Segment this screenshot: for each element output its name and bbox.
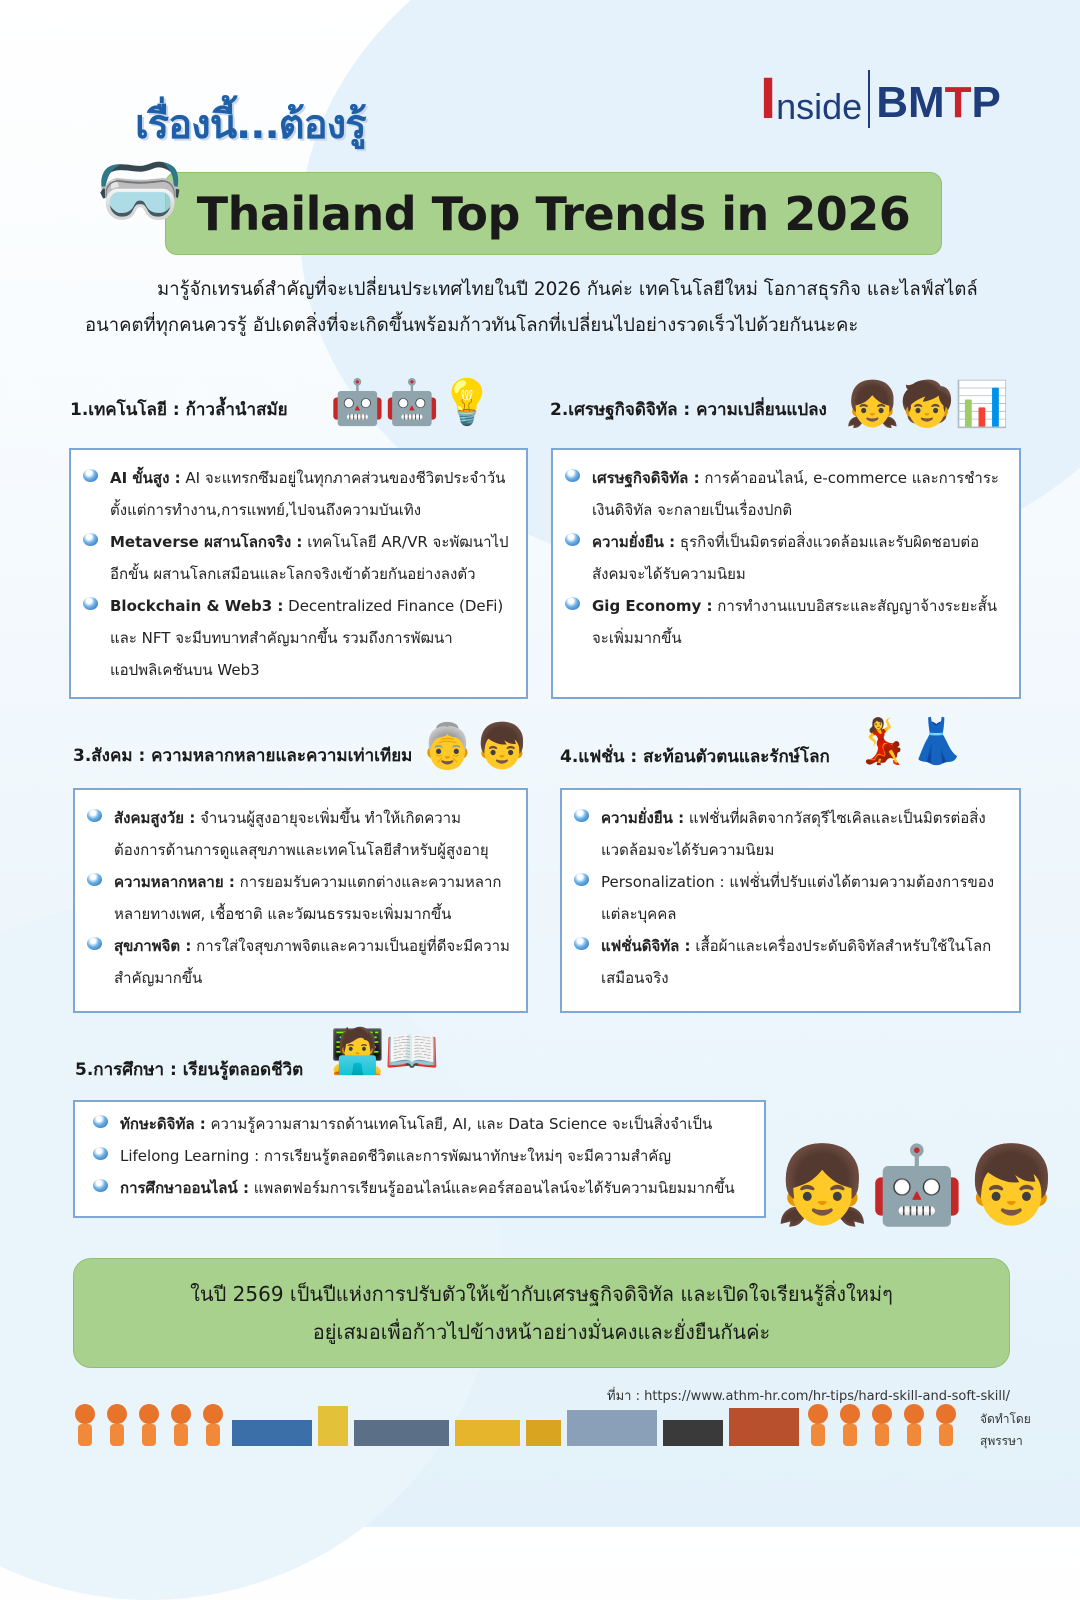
worker-icon: [933, 1404, 959, 1446]
item-term: AI ขั้นสูง :: [110, 469, 181, 487]
globe-bullet-icon: [574, 873, 589, 886]
section-2-title: 2.เศรษฐกิจดิจิทัล : ความเปลี่ยนแปลง: [550, 400, 827, 420]
list-item: [574, 866, 1005, 930]
worker-icon: [200, 1404, 226, 1446]
cargo-ship-icon: [232, 1420, 312, 1446]
worker-icon: [168, 1404, 194, 1446]
item-term: เศรษฐกิจดิจิทัล :: [592, 469, 700, 487]
list-item: [87, 930, 512, 994]
truck-icon: [455, 1420, 520, 1446]
list-item: [87, 802, 512, 866]
item-text: การเรียนรู้ตลอดชีวิตและการพัฒนาทักษะใหม่ๆ จะมีความสำคัญ: [259, 1147, 672, 1165]
item-term: สังคมสูงวัย :: [114, 809, 196, 827]
item-text: การใส่ใจสุขภาพจิตและความเป็นอยู่ที่ดีจะมีความสำคัญมากขึ้น: [114, 937, 510, 987]
item-term: Metaverse ผสานโลกจริง :: [110, 533, 303, 551]
item-text: การยอมรับความแตกต่างและความหลากหลายทางเพศ, เชื้อชาติ และวัฒนธรรมจะเพิ่มมากขึ้น: [114, 873, 502, 923]
factory-icon: [567, 1410, 657, 1446]
globe-bullet-icon: [93, 1147, 108, 1160]
title-banner: [165, 172, 942, 255]
section-3-title: 3.สังคม : ความหลากหลายและความเท่าเทียม: [73, 746, 413, 766]
item-term: ความยั่งยืน :: [592, 533, 676, 551]
item-term: Blockchain & Web3 :: [110, 597, 284, 615]
item-term: แฟชั่นดิจิทัล :: [601, 937, 691, 955]
section-1-title: 1.เทคโนโลยี : ก้าวล้ำนำสมัย: [70, 400, 288, 420]
worker-icon: [805, 1404, 831, 1446]
list-item: [574, 930, 1005, 994]
globe-bullet-icon: [574, 937, 589, 950]
list-item: [565, 590, 1005, 654]
globe-bullet-icon: [565, 597, 580, 610]
list-item: [83, 462, 512, 526]
globe-bullet-icon: [87, 809, 102, 822]
source-credit: ที่มา : https://www.athm-hr.com/hr-tips/hard-skill-and-soft-skill/: [607, 1389, 1011, 1404]
vr-girl-mascot-icon: 🥽: [95, 148, 185, 232]
section-4-title: 4.แฟชั่น : สะท้อนตัวตนและรักษ์โลก: [560, 747, 830, 767]
list-item: [93, 1140, 750, 1172]
globe-bullet-icon: [87, 873, 102, 886]
item-text: ธุรกิจที่เป็นมิตรต่อสิ่งแวดล้อมและรับผิดชอบต่อสังคมจะได้รับความนิยม: [592, 533, 980, 583]
credit-name: สุพรรษา: [980, 1434, 1023, 1448]
crane-icon: [318, 1406, 348, 1446]
list-item: [93, 1172, 750, 1204]
globe-bullet-icon: [83, 597, 98, 610]
kicker-heading: เรื่องนี้...ต้องรู้: [135, 102, 366, 148]
intro-line-2: อนาคตที่ทุกคนควรรู้ อัปเดตสิ่งที่จะเกิดขึ้นพร้อมก้าวทันโลกที่เปลี่ยนไปอย่างรวดเร็วไปด้วยกันนะคะ: [85, 315, 859, 336]
section-1-box: [69, 448, 528, 699]
students-illustration-icon: 🧑‍💻📖: [330, 1026, 440, 1077]
item-text: การค้าออนไลน์, e-commerce และการชำระเงินดิจิทัล จะกลายเป็นเรื่องปกติ: [592, 469, 999, 519]
list-item: [93, 1108, 750, 1140]
kids-digital-illustration-icon: 👧🧒📊: [845, 379, 1010, 430]
globe-bullet-icon: [565, 469, 580, 482]
globe-bullet-icon: [93, 1179, 108, 1192]
closing-line-1: ในปี 2569 เป็นปีแห่งการปรับตัวให้เข้ากับเศรษฐกิจดิจิทัล และเปิดใจเรียนรู้สิ่งใหม่ๆ: [190, 1282, 893, 1306]
item-term: Lifelong Learning :: [120, 1147, 260, 1165]
logistics-illustration-strip: [72, 1404, 959, 1446]
item-text: AI จะแทรกซึมอยู่ในทุกภาคส่วนของชีวิตประจำวัน ตั้งแต่การทำงาน,การแพทย์,ไปจนถึงความบันเทิง: [110, 469, 506, 519]
globe-bullet-icon: [83, 533, 98, 546]
item-term: Gig Economy :: [592, 597, 713, 615]
warehouse-icon: [354, 1420, 449, 1446]
item-text: การทำงานแบบอิสระและสัญญาจ้างระยะสั้นจะเพิ่มมากขึ้น: [592, 597, 998, 647]
item-text: เสื้อผ้าและเครื่องประดับดิจิทัลสำหรับใช้ในโลกเสมือนจริง: [601, 937, 992, 987]
globe-bullet-icon: [87, 937, 102, 950]
fashion-girls-illustration-icon: 💃👗: [855, 716, 965, 767]
robots-illustration-icon: 🤖🤖💡: [330, 377, 495, 428]
item-text: เทคโนโลยี AR/VR จะพัฒนาไปอีกขั้น ผสานโลกเสมือนและโลกจริงเข้าด้วยกันอย่างลงตัว: [110, 533, 509, 583]
closing-banner: [73, 1258, 1010, 1368]
section-3-box: [73, 788, 528, 1013]
intro-line-1: มารู้จักเทรนด์สำคัญที่จะเปลี่ยนประเทศไทยในปี 2026 กันค่ะ เทคโนโลยีใหม่ โอกาสธุรกิจ และไลฟ์สไตล์: [157, 279, 978, 300]
item-term: ความยั่งยืน :: [601, 809, 685, 827]
worker-icon: [869, 1404, 895, 1446]
list-item: [574, 802, 1005, 866]
depot-truck-icon: [729, 1408, 799, 1446]
worker-icon: [901, 1404, 927, 1446]
worker-icon: [837, 1404, 863, 1446]
reach-stacker-icon: [663, 1420, 723, 1446]
list-item: [87, 866, 512, 930]
item-text: Decentralized Finance (DeFi) และ NFT จะมีบทบาทสำคัญมากขึ้น รวมถึงการพัฒนาแอปพลิเคชันบน Web3: [110, 597, 504, 679]
section-4-box: [560, 788, 1021, 1013]
list-item: [565, 526, 1005, 590]
section-5-title: 5.การศึกษา : เรียนรู้ตลอดชีวิต: [75, 1060, 304, 1080]
forklift-icon: [526, 1420, 561, 1446]
worker-icon: [72, 1404, 98, 1446]
item-text: จำนวนผู้สูงอายุจะเพิ่มขึ้น ทำให้เกิดความต้องการด้านการดูแลสุขภาพและเทคโนโลยีสำหรับผู้สูงอายุ: [114, 809, 489, 859]
globe-bullet-icon: [93, 1115, 108, 1128]
globe-bullet-icon: [574, 809, 589, 822]
item-term: สุขภาพจิต :: [114, 937, 192, 955]
elderly-and-boy-illustration-icon: 👵👦: [420, 721, 530, 772]
credit-label: จัดทำโดย: [980, 1412, 1031, 1426]
item-text: ความรู้ความสามารถด้านเทคโนโลยี, AI, และ Data Science จะเป็นสิ่งจำเป็น: [205, 1115, 713, 1133]
intro-paragraph: [85, 272, 995, 344]
closing-line-2: อยู่เสมอเพื่อก้าวไปข้างหน้าอย่างมั่นคงและยั่งยืนกันค่ะ: [312, 1320, 771, 1344]
page-title: Thailand Top Trends in 2026: [196, 186, 911, 241]
section-5-box: [73, 1100, 766, 1218]
section-2-box: [551, 448, 1021, 699]
list-item: [83, 590, 512, 686]
item-term: การศึกษาออนไลน์ :: [120, 1179, 249, 1197]
item-text: แฟชั่นที่ผลิตจากวัสดุรีไซเคิลและเป็นมิตรต่อสิ่งแวดล้อมจะได้รับความนิยม: [601, 809, 986, 859]
item-term: ความหลากหลาย :: [114, 873, 235, 891]
item-text: แฟชั่นที่ปรับแต่งได้ตามความต้องการของแต่ละบุคคล: [601, 873, 995, 923]
list-item: [83, 526, 512, 590]
list-item: [565, 462, 1005, 526]
worker-icon: [104, 1404, 130, 1446]
globe-bullet-icon: [83, 469, 98, 482]
insidebmtp-logo: I nside BMTP: [760, 66, 1001, 131]
kids-and-robot-illustration-icon: 👧🤖👦: [775, 1140, 1059, 1229]
item-term: ทักษะดิจิทัล :: [120, 1115, 206, 1133]
worker-icon: [136, 1404, 162, 1446]
globe-bullet-icon: [565, 533, 580, 546]
item-text: แพลตฟอร์มการเรียนรู้ออนไลน์และคอร์สออนไลน์จะได้รับความนิยมมากขึ้น: [248, 1179, 735, 1197]
item-term: Personalization :: [601, 873, 725, 891]
author-credit: [980, 1408, 1031, 1452]
